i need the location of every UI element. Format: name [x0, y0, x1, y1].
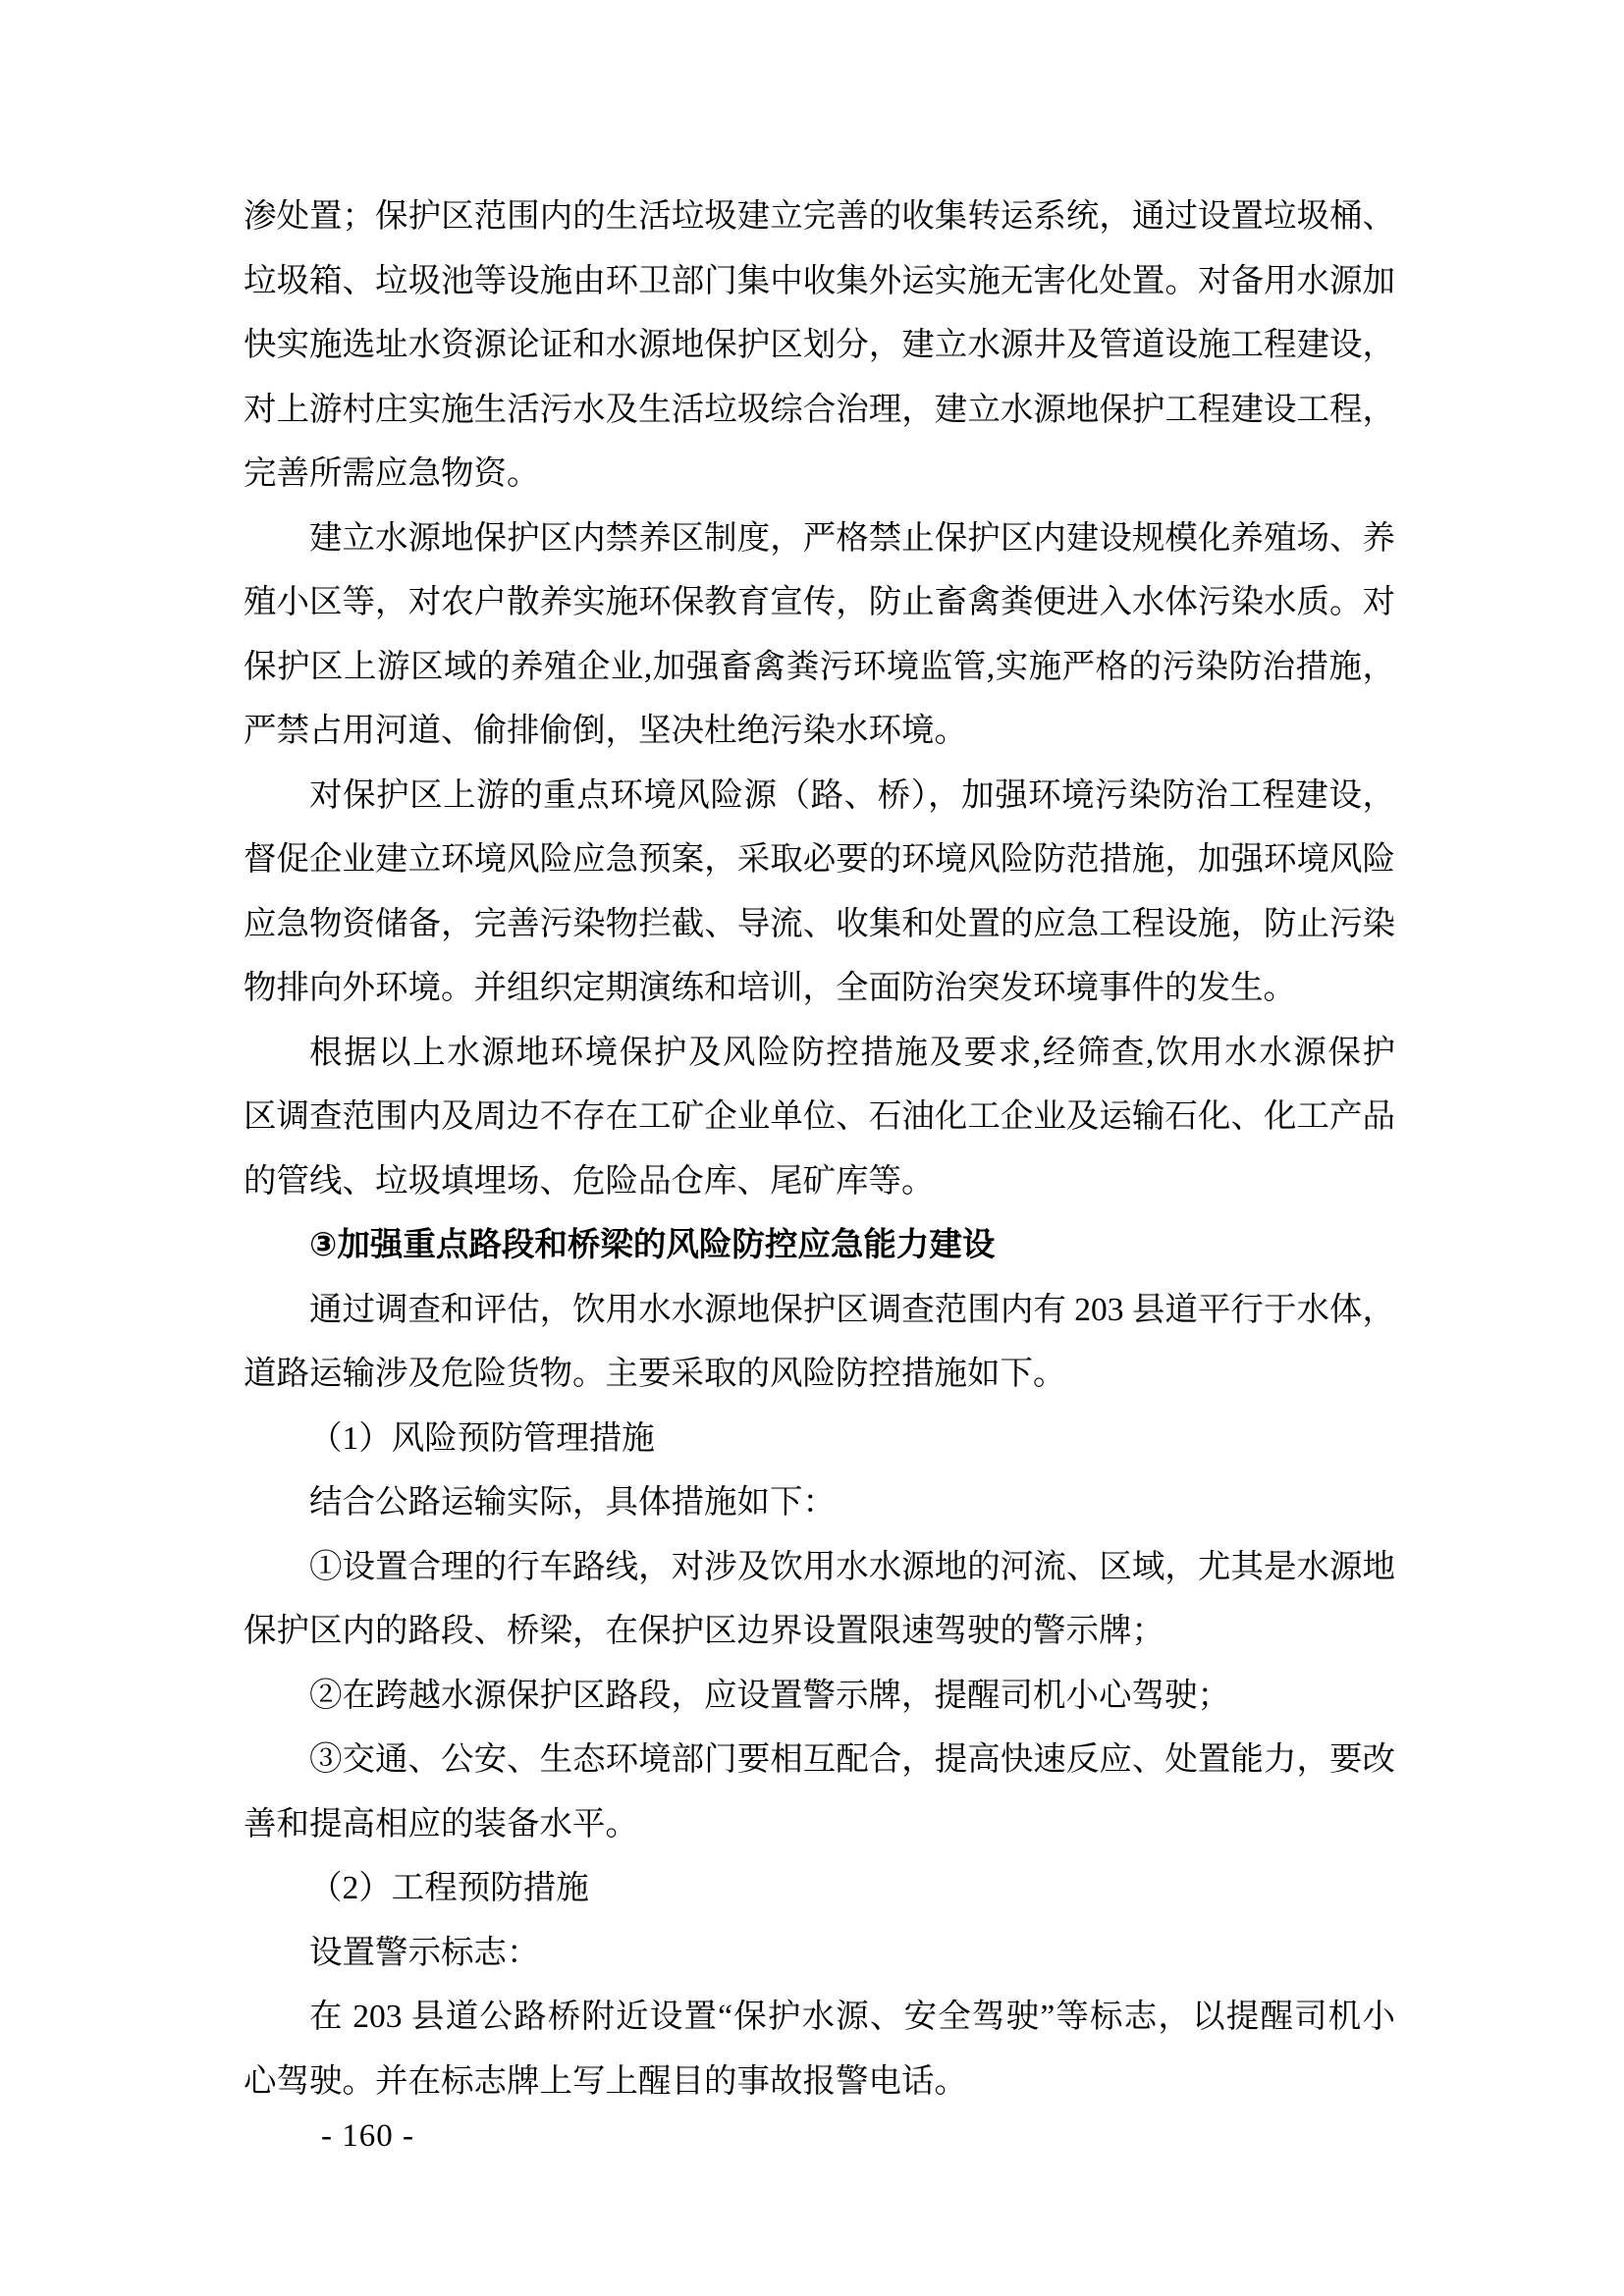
text-line: 严禁占用河道、偷排偷倒，坚决杜绝污染水环境。	[244, 713, 967, 749]
section-heading: ③加强重点路段和桥梁的风险防控应急能力建设	[309, 1227, 996, 1263]
text-line: 通过调查和评估，饮用水水源地保护区调查范围内有 203 县道平行于水体，	[309, 1291, 1395, 1328]
text-line: 结合公路运输实际，具体措施如下：	[309, 1484, 836, 1521]
text-line: 应急物资储备，完善污染物拦截、导流、收集和处置的应急工程设施，防止污染	[244, 905, 1395, 942]
text-line: 根据以上水源地环境保护及风险防控措施及要求,经筛查,饮用水水源保护	[309, 1034, 1395, 1071]
text-line: 心驾驶。并在标志牌上写上醒目的事故报警电话。	[244, 2062, 967, 2100]
text-line: 物排向外环境。并组织定期演练和培训，全面防治突发环境事件的发生。	[244, 970, 1296, 1006]
document-body	[244, 185, 1395, 2113]
text-line: 的管线、垃圾填埋场、危险品仓库、尾矿库等。	[244, 1162, 935, 1200]
page-number: - 160 -	[321, 2118, 414, 2154]
text-line: 对保护区上游的重点环境风险源（路、桥），加强环境污染防治工程建设，	[309, 776, 1395, 814]
text-line: 垃圾箱、垃圾池等设施由环卫部门集中收集外运实施无害化处置。对备用水源加	[244, 262, 1395, 299]
text-line: ②在跨越水源保护区路段，应设置警示牌，提醒司机小心驾驶；	[309, 1677, 1230, 1714]
text-line: 设置警示标志：	[309, 1934, 540, 1971]
text-line: （2）工程预防措施	[309, 1870, 589, 1906]
text-line: 保护区内的路段、桥梁，在保护区边界设置限速驾驶的警示牌；	[244, 1613, 1164, 1649]
text-line: 区调查范围内及周边不存在工矿企业单位、石油化工企业及运输石化、化工产品	[244, 1098, 1395, 1135]
text-line: 督促企业建立环境风险应急预案，采取必要的环境风险防范措施，加强环境风险	[244, 841, 1395, 878]
text-line: 殖小区等，对农户散养实施环保教育宣传，防止畜禽粪便进入水体污染水质。对	[244, 584, 1395, 620]
text-line: ①设置合理的行车路线，对涉及饮用水水源地的河流、区域，尤其是水源地	[309, 1548, 1395, 1585]
text-line: 完善所需应急物资。	[244, 455, 540, 492]
text-line: 道路运输涉及危险货物。主要采取的风险防控措施如下。	[244, 1356, 1066, 1392]
text-line: 建立水源地保护区内禁养区制度，严格禁止保护区内建设规模化养殖场、养	[309, 519, 1395, 557]
text-line: ③交通、公安、生态环境部门要相互配合，提高快速反应、处置能力，要改	[309, 1741, 1395, 1778]
text-line: 快实施选址水资源论证和水源地保护区划分，建立水源井及管道设施工程建设，	[244, 327, 1395, 363]
text-line: 渗处置；保护区范围内的生活垃圾建立完善的收集转运系统，通过设置垃圾桶、	[244, 198, 1395, 235]
text-line: 在 203 县道公路桥附近设置“保护水源、安全驾驶”等标志，以提醒司机小	[309, 1999, 1395, 2035]
text-line: 对上游村庄实施生活污水及生活垃圾综合治理，建立水源地保护工程建设工程，	[244, 391, 1395, 428]
text-line: 保护区上游区域的养殖企业,加强畜禽粪污环境监管,实施严格的污染防治措施，	[244, 648, 1395, 685]
text-line: 善和提高相应的装备水平。	[244, 1805, 638, 1842]
text-line: （1）风险预防管理措施	[309, 1419, 655, 1457]
